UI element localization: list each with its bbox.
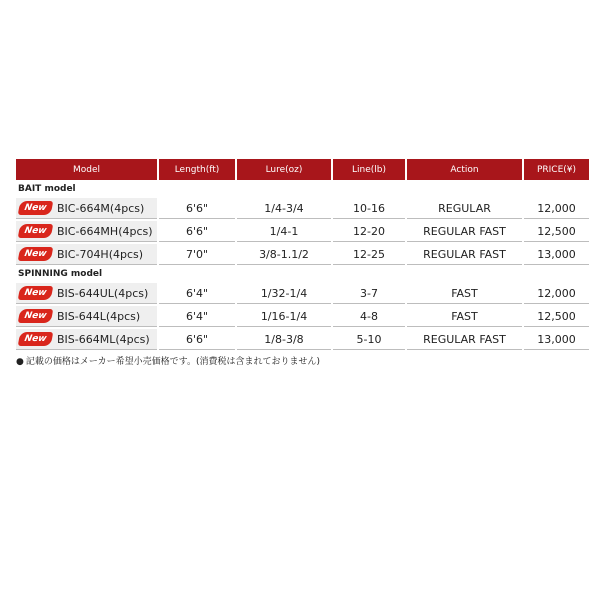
price-cell: 12,000 [524, 198, 589, 219]
lure-cell: 1/16-1/4 [237, 306, 331, 327]
price-cell: 13,000 [524, 329, 589, 350]
header-action: Action [407, 159, 522, 180]
action-cell: REGULAR FAST [407, 221, 522, 242]
line-cell: 12-25 [333, 244, 405, 265]
model-name: BIS-664ML(4pcs) [57, 332, 150, 346]
header-line: Line(lb) [333, 159, 405, 180]
line-cell: 10-16 [333, 198, 405, 219]
header-model: Model [16, 159, 157, 180]
length-cell: 7'0" [159, 244, 235, 265]
model-cell [16, 306, 157, 327]
section-title: SPINNING model [16, 267, 589, 281]
action-cell: REGULAR [407, 198, 522, 219]
price-note-text: 記載の価格はメーカー希望小売価格です。(消費税は含まれておりません) [25, 357, 320, 367]
table-row [16, 329, 589, 350]
table-row [16, 306, 589, 327]
line-cell: 4-8 [333, 306, 405, 327]
line-cell: 3-7 [333, 283, 405, 304]
header-price: PRICE(¥) [524, 159, 589, 180]
header-row [16, 159, 589, 180]
length-cell: 6'6" [159, 221, 235, 242]
model-cell [16, 244, 157, 265]
model-cell [16, 329, 157, 350]
line-cell: 5-10 [333, 329, 405, 350]
action-cell: REGULAR FAST [407, 329, 522, 350]
length-cell: 6'6" [159, 329, 235, 350]
price-cell: 12,500 [524, 306, 589, 327]
section-spinning [16, 267, 589, 281]
header-lure: Lure(oz) [237, 159, 331, 180]
model-name: BIS-644L(4pcs) [57, 309, 141, 323]
model-name: BIC-664MH(4pcs) [57, 224, 153, 238]
lure-cell: 1/8-3/8 [237, 329, 331, 350]
lure-cell: 1/4-3/4 [237, 198, 331, 219]
section-bait [16, 182, 589, 196]
new-badge-icon: New [18, 224, 53, 238]
price-cell: 12,500 [524, 221, 589, 242]
model-name: BIC-704H(4pcs) [57, 247, 144, 261]
table-row [16, 244, 589, 265]
price-cell: 12,000 [524, 283, 589, 304]
new-badge-icon: New [18, 286, 53, 300]
new-badge-icon: New [18, 332, 53, 346]
table-row [16, 198, 589, 219]
lure-cell: 1/4-1 [237, 221, 331, 242]
price-note [16, 354, 583, 367]
section-title: BAIT model [16, 182, 589, 196]
lure-cell: 1/32-1/4 [237, 283, 331, 304]
model-cell [16, 221, 157, 242]
table-row [16, 221, 589, 242]
line-cell: 12-20 [333, 221, 405, 242]
new-badge-icon: New [18, 247, 53, 261]
price-cell: 13,000 [524, 244, 589, 265]
spec-table-container [16, 157, 583, 367]
action-cell: REGULAR FAST [407, 244, 522, 265]
action-cell: FAST [407, 283, 522, 304]
model-name: BIS-644UL(4pcs) [57, 286, 149, 300]
model-name: BIC-664M(4pcs) [57, 201, 145, 215]
model-cell [16, 198, 157, 219]
length-cell: 6'6" [159, 198, 235, 219]
model-cell [16, 283, 157, 304]
bullet-icon: ● [16, 357, 24, 367]
spec-table [14, 157, 591, 352]
header-length: Length(ft) [159, 159, 235, 180]
new-badge-icon: New [18, 309, 53, 323]
action-cell: FAST [407, 306, 522, 327]
length-cell: 6'4" [159, 283, 235, 304]
table-row [16, 283, 589, 304]
length-cell: 6'4" [159, 306, 235, 327]
new-badge-icon: New [18, 201, 53, 215]
lure-cell: 3/8-1.1/2 [237, 244, 331, 265]
